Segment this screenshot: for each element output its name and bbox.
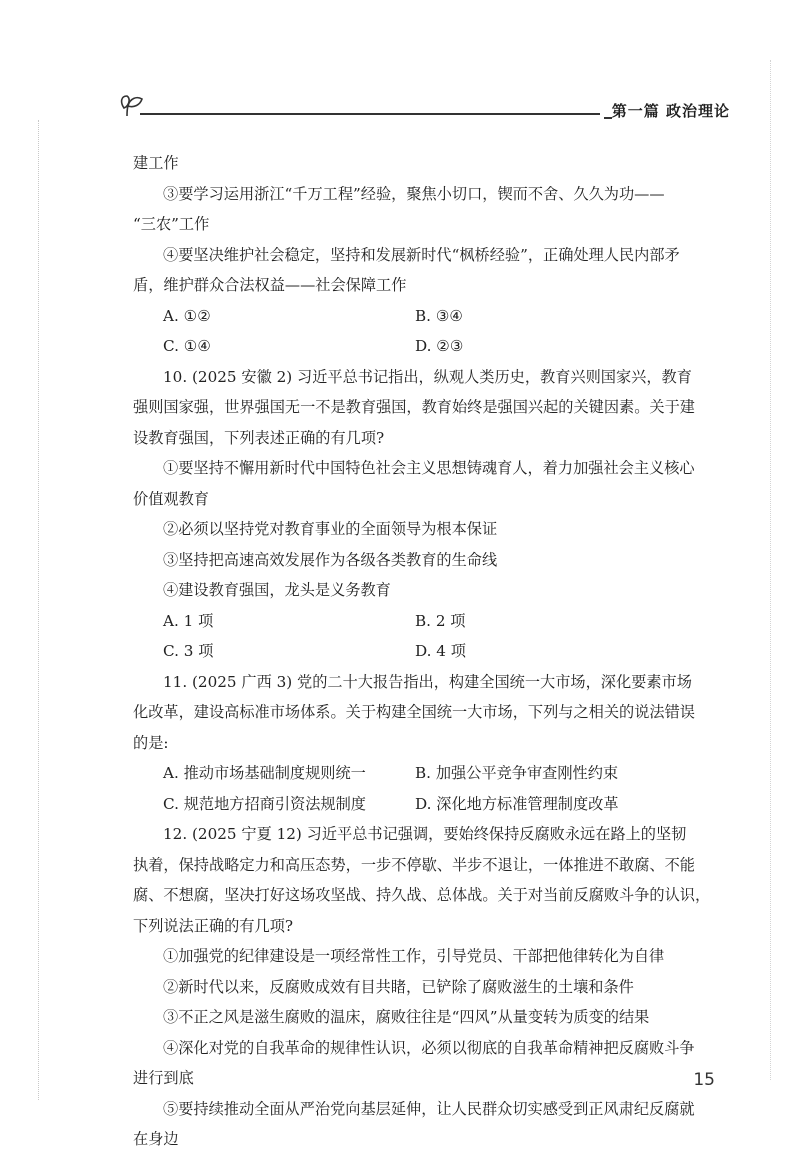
text-line: “三农”工作	[133, 215, 210, 233]
q10-option-c: C. 3 项	[163, 642, 214, 660]
question-12-stem: 下列说法正确的有几项?	[133, 916, 294, 935]
statement-4: ④要坚决维护社会稳定，坚持和发展新时代“枫桥经验”，正确处理人民内部矛	[163, 245, 680, 264]
q11-options-row-2	[133, 789, 713, 820]
question-10-stem: 设教育强国，下列表述正确的有几项?	[133, 428, 385, 447]
q10-statement-4: ④建设教育强国，龙头是义务教育	[163, 581, 391, 599]
question-12-stem: 执着，保持战略定力和高压态势，一步不停歇、半步不退让，一体推进不敢腐、不能	[133, 855, 695, 874]
q12-statement-5: 在身边	[133, 1130, 179, 1148]
page-header	[118, 92, 730, 126]
q10-options-row-1	[133, 606, 713, 637]
q12-statement-5: ⑤要持续推动全面从严治党向基层延伸，让人民群众切实感受到正风肃纪反腐就	[163, 1099, 695, 1118]
question-11-stem: 11. (2025 广西 3) 党的二十大报告指出，构建全国统一大市场，深化要素市场	[163, 672, 692, 691]
q9-options-row-2	[133, 331, 713, 362]
q9-options-row-1	[133, 301, 713, 332]
text-line: 建工作	[133, 154, 179, 172]
page-number: 15	[693, 1070, 715, 1090]
scan-edge-left	[38, 120, 41, 1100]
q10-option-a: A. 1 项	[163, 611, 214, 630]
question-12-stem: 腐、不想腐，坚决打好这场攻坚战、持久战、总体战。关于对当前反腐败斗争的认识，	[133, 886, 711, 904]
q11-option-c: C. 规范地方招商引资法规制度	[163, 794, 366, 813]
q12-statement-2: ②新时代以来，反腐败成效有目共睹，已铲除了腐败滋生的土壤和条件	[163, 977, 634, 996]
q12-statement-4: ④深化对党的自我革命的规律性认识，必须以彻底的自我革命精神把反腐败斗争	[163, 1038, 695, 1057]
q10-statement-1: 价值观教育	[133, 489, 209, 508]
question-10-stem: 10. (2025 安徽 2) 习近平总书记指出，纵观人类历史，教育兴则国家兴，教育	[163, 367, 692, 386]
q10-statement-1: ①要坚持不懈用新时代中国特色社会主义思想铸魂育人，着力加强社会主义核心	[163, 459, 695, 477]
q10-option-d: D. 4 项	[415, 642, 466, 660]
statement-3: ③要学习运用浙江“千万工程”经验，聚焦小切口，锲而不舍、久久为功——	[163, 184, 665, 203]
q12-statement-4: 进行到底	[133, 1069, 194, 1087]
q10-statement-3: ③坚持把高速高效发展作为各级各类教育的生命线	[163, 550, 498, 569]
q9-option-b: B. ③④	[415, 306, 464, 325]
page-body	[133, 148, 713, 1155]
question-11-stem: 化改革，建设高标准市场体系。关于构建全国统一大市场，下列与之相关的说法错误	[133, 703, 695, 721]
question-12-stem: 12. (2025 宁夏 12) 习近平总书记强调，要始终保持反腐败永远在路上的坚韧	[163, 825, 687, 843]
text-line: 盾，维护群众合法权益——社会保障工作	[133, 276, 407, 294]
q9-option-a: A. ①②	[163, 306, 211, 325]
question-11-stem: 的是:	[133, 733, 169, 752]
q12-statement-1: ①加强党的纪律建设是一项经常性工作，引导党员、干部把他律转化为自律	[163, 947, 665, 965]
header-rule	[140, 113, 600, 115]
q12-statement-3: ③不正之风是滋生腐败的温床，腐败往往是“四风”从量变转为质变的结果	[163, 1008, 650, 1026]
chapter-title: 第一篇 政治理论	[611, 102, 730, 120]
q11-options-row-1	[133, 758, 713, 789]
scan-edge-right	[770, 60, 773, 1080]
question-10-stem: 强则国家强，世界强国无一不是教育强国，教育始终是强国兴起的关键因素。关于建	[133, 398, 695, 416]
q10-statement-2: ②必须以坚持党对教育事业的全面领导为根本保证	[163, 520, 498, 538]
q11-option-b: B. 加强公平竞争审查刚性约束	[415, 764, 619, 782]
q9-option-d: D. ②③	[415, 337, 464, 355]
q10-option-b: B. 2 项	[415, 611, 466, 630]
q9-option-c: C. ①④	[163, 337, 211, 355]
q11-option-a: A. 推动市场基础制度规则统一	[163, 764, 366, 782]
q10-options-row-2	[133, 636, 713, 667]
q11-option-d: D. 深化地方标准管理制度改革	[415, 794, 619, 813]
